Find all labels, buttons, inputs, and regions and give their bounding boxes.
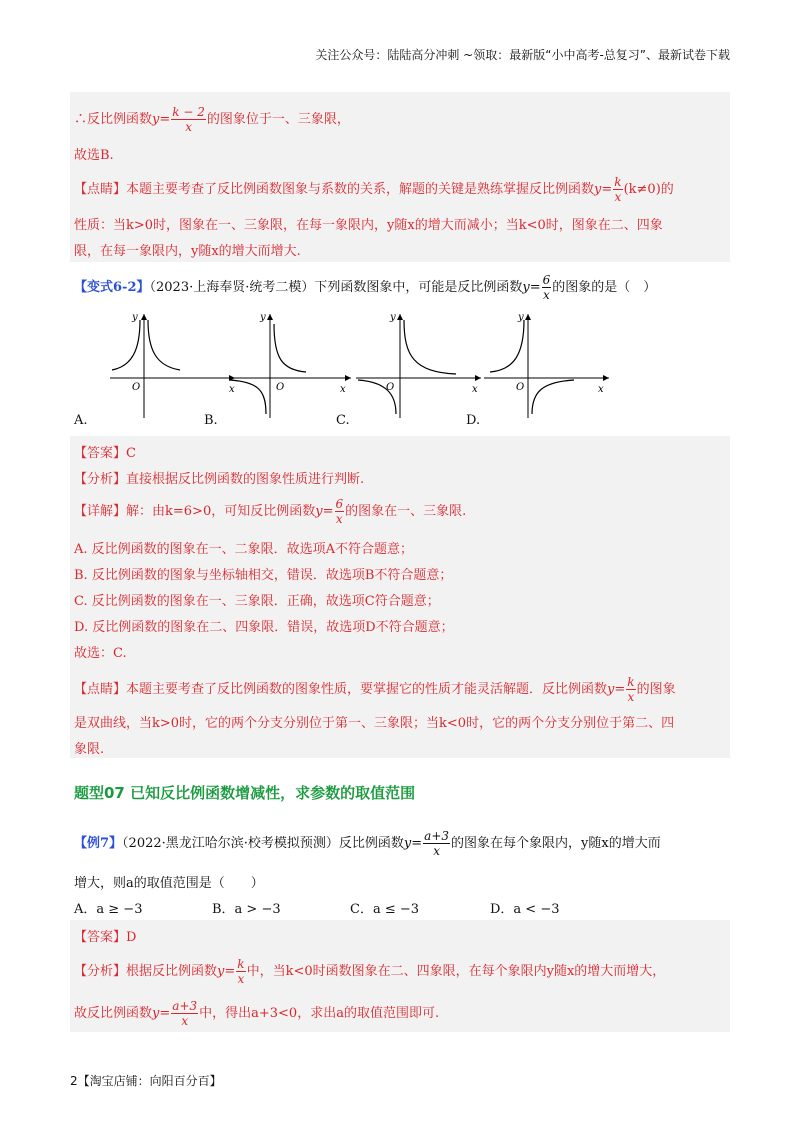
example-option-a: A．a ≥ −3	[74, 902, 143, 917]
graph-a	[110, 310, 240, 420]
tip-line-2: 是双曲线，当k>0时，它的两个分支分别位于第一、三象限；当k<0时，它的两个分支分别位于第二、四	[74, 716, 675, 731]
detail-line: 【详解】解：由k=6>0，可知反比例函数y= $\frac{6}{x}$ 的图象在一、三象限.	[74, 497, 467, 526]
origin-label: O	[386, 382, 395, 393]
tip-line-3: 象限.	[74, 742, 105, 757]
variant-question: 【变式6-2】（2023·上海奉贤·统考二模）下列函数图象中，可能是反比例函数y= $\frac{6}{x}$ 的图象的是（ ）	[74, 273, 657, 302]
answer-line: 【答案】C	[74, 446, 136, 461]
solution-block-3	[70, 920, 730, 1032]
tip-line-2: 性质：当k>0时，图象在一、三象限，在每一象限内，y随x的增大而减小；当k<0时，图象在二、四象	[74, 218, 663, 233]
y-axis-label: y	[260, 312, 266, 323]
option-label-a: A.	[74, 413, 88, 428]
graph-d	[484, 310, 614, 420]
graph-b	[226, 310, 356, 420]
graph-c	[356, 310, 486, 420]
fraction: $\frac{a+3}{x}$	[172, 999, 198, 1028]
option-graphs	[74, 310, 634, 435]
y-axis-label: y	[518, 312, 524, 323]
solution-block-1	[70, 92, 730, 262]
example-options	[74, 898, 674, 918]
example-option-c: C．a ≤ −3	[350, 902, 420, 917]
tip-line-1: 【点睛】本题主要考查了反比例函数的图象性质，要掌握它的性质才能灵活解题．反比例函数y= $\frac{k}{x}$ 的图象	[74, 675, 676, 704]
choice-line: 故选：C.	[74, 646, 127, 661]
option-a-analysis: A. 反比例函数的图象在一、二象限．故选项A不符合题意；	[74, 542, 414, 557]
fraction: $\frac{k}{x}$	[614, 175, 622, 204]
tip-line-1: 【点睛】本题主要考查了反比例函数图象与系数的关系，解题的关键是熟练掌握反比例函数y= $\frac{k}{x}$ (k≠0)的	[74, 175, 674, 204]
x-axis-label: x	[598, 384, 604, 395]
option-c-analysis: C. 反比例函数的图象在一、三象限．正确，故选项C符合题意；	[74, 594, 440, 609]
example-option-d: D．a < −3	[490, 902, 560, 917]
example-question: 【例7】（2022·黑龙江哈尔滨·校考模拟预测）反比例函数y= $\frac{a+3}{x}$ 的图象在每个象限内，y随x的增大而	[74, 829, 661, 858]
option-label-c: C.	[336, 413, 350, 428]
x-axis-label: x	[229, 384, 235, 395]
fraction: $\frac{6}{x}$	[335, 497, 344, 526]
section-heading: 题型07 已知反比例函数增减性，求参数的取值范围	[74, 784, 416, 802]
fraction: $\frac{k}{x}$	[627, 675, 635, 704]
option-label-b: B.	[204, 413, 218, 428]
example-option-b: B．a > −3	[212, 902, 281, 917]
origin-label: O	[276, 382, 285, 393]
origin-label: O	[132, 382, 141, 393]
y-axis-label: y	[132, 312, 138, 323]
option-label-d: D.	[466, 413, 481, 428]
x-axis-label: x	[472, 384, 478, 395]
fraction: $\frac{k}{x}$	[237, 957, 245, 986]
analysis-line-2: 故反比例函数y= $\frac{a+3}{x}$ 中，得出a+3<0，求出a的取值范围即可.	[74, 999, 440, 1028]
tip-line-3: 限，在每一象限内，y随x的增大而增大.	[74, 244, 301, 259]
example-question-line-2: 增大，则a的取值范围是（ ）	[74, 876, 264, 891]
y-axis-label: y	[390, 312, 396, 323]
fraction: $\frac{k - 2}{x}$	[172, 105, 205, 134]
page-header: 关注公众号：陆陆高分冲刺 ~领取：最新版“小中高考-总复习”、最新试卷下载	[315, 48, 730, 62]
solution-block-2	[70, 436, 730, 758]
choice-line: 故选B.	[74, 148, 114, 163]
analysis-line-1: 【分析】根据反比例函数y= $\frac{k}{x}$ 中，当k<0时函数图象在二、四象限，在每个象限内y随x的增大而增大，	[74, 957, 666, 986]
origin-label: O	[516, 382, 525, 393]
analysis-line: 【分析】直接根据反比例函数的图象性质进行判断.	[74, 472, 365, 487]
x-axis-label: x	[340, 384, 346, 395]
fraction: $\frac{a+3}{x}$	[424, 829, 450, 858]
page-footer: 2【淘宝店铺：向阳百分百】	[70, 1074, 222, 1088]
conclusion-line: ∴反比例函数y= $\frac{k - 2}{x}$ 的图象位于一、三象限，	[74, 105, 350, 134]
fraction: $\frac{6}{x}$	[542, 273, 551, 302]
option-d-analysis: D. 反比例函数的图象在二、四象限．错误，故选项D不符合题意；	[74, 620, 454, 635]
answer-line: 【答案】D	[74, 930, 137, 945]
option-b-analysis: B. 反比例函数的图象与坐标轴相交，错误．故选项B不符合题意；	[74, 568, 453, 583]
